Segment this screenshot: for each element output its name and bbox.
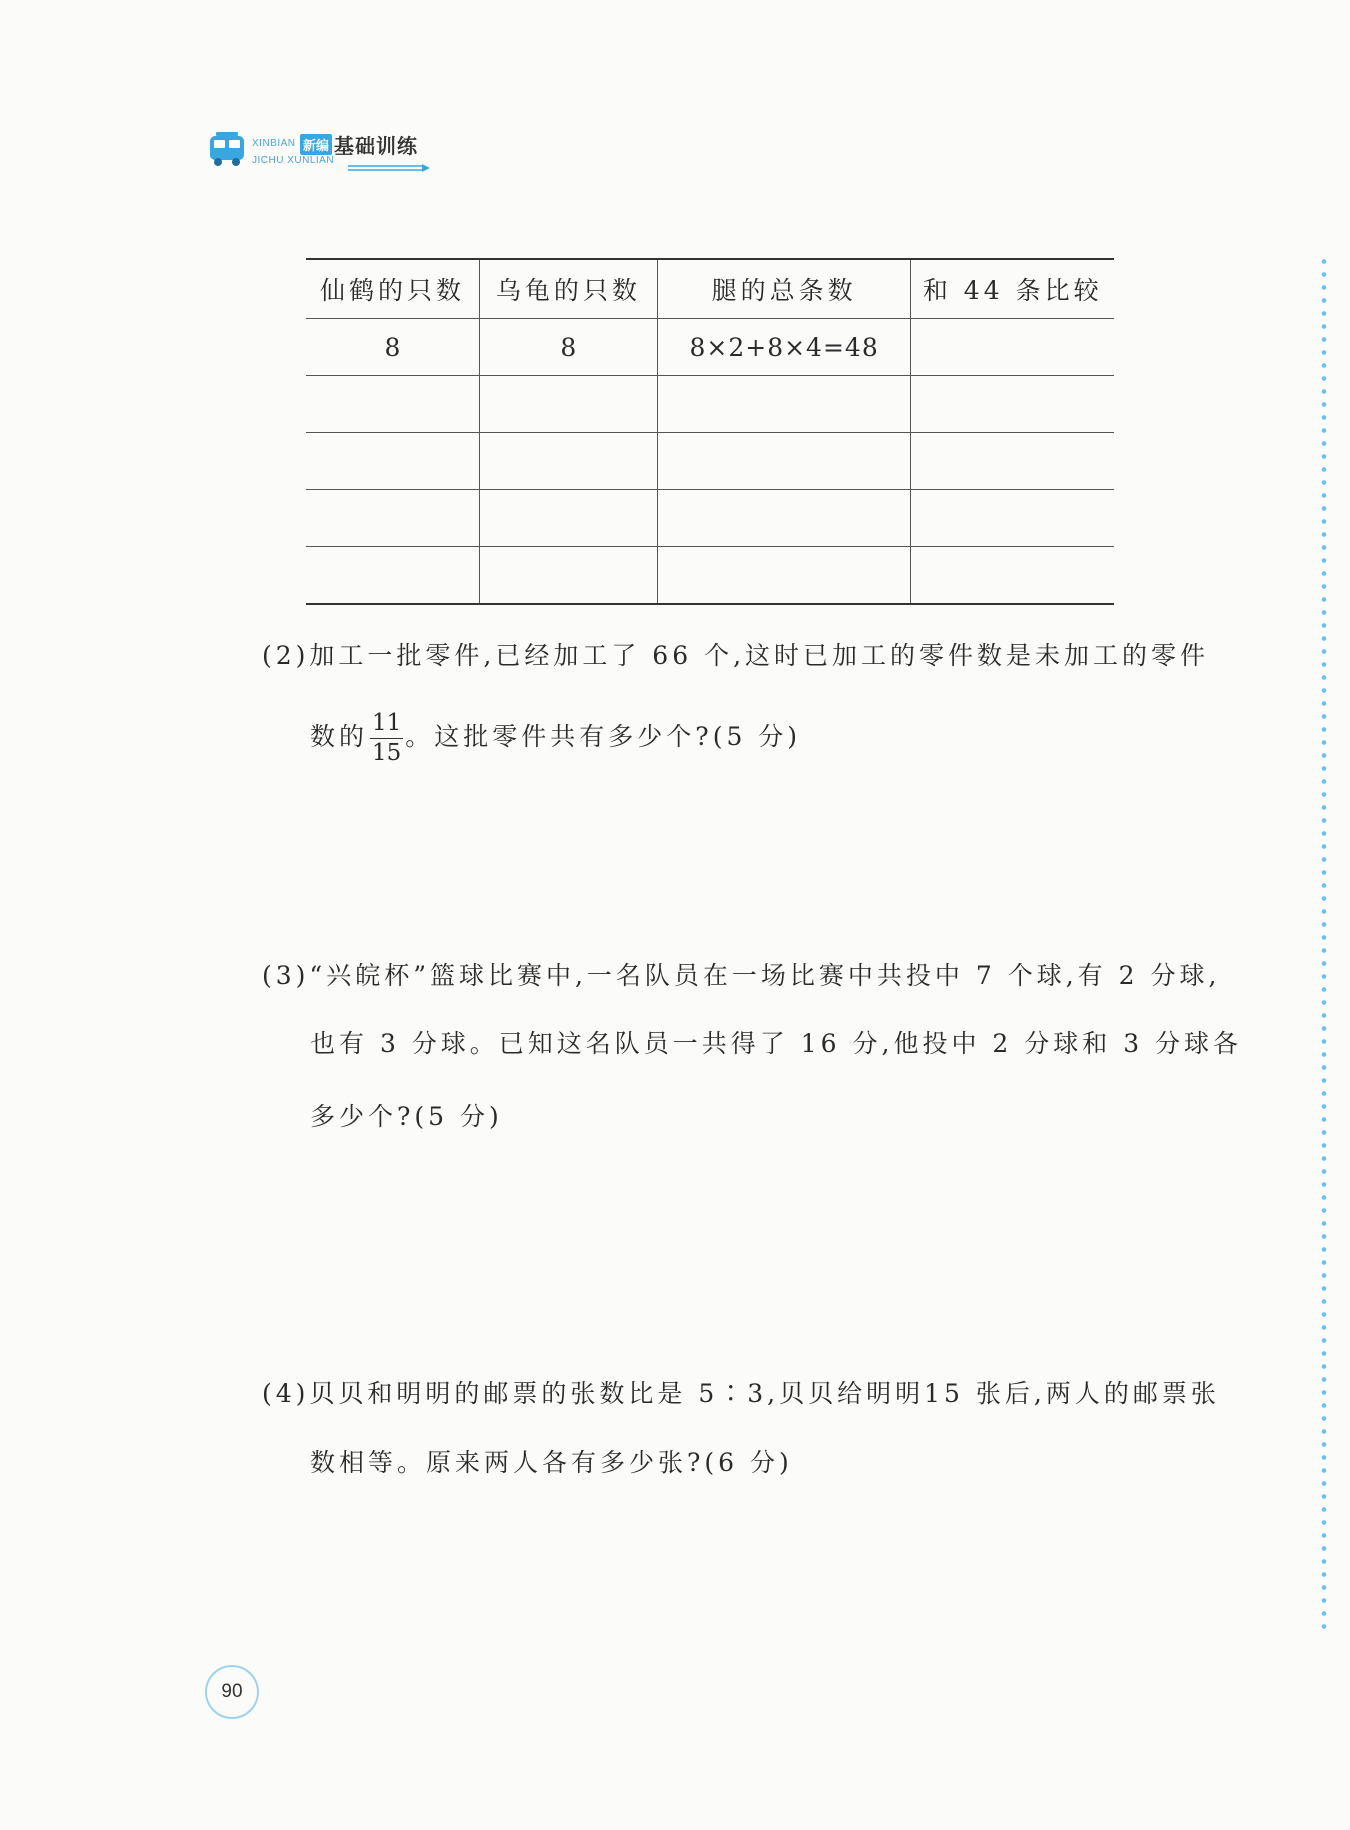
answer-cell[interactable] [657, 490, 911, 547]
question-2-line-1: (2)加工一批零件,已经加工了 66 个,这时已加工的零件数是未加工的零件 [262, 641, 1210, 670]
answer-cell[interactable] [911, 547, 1114, 605]
book-header [208, 128, 438, 174]
header-pinyin-1: XINBIAN [252, 138, 296, 149]
answer-cell[interactable] [657, 547, 911, 605]
fraction-numerator: 11 [370, 712, 403, 739]
question-4-line-2: 数相等。原来两人各有多少张?(6 分) [310, 1448, 793, 1477]
answer-cell[interactable] [911, 490, 1114, 547]
col-header-legs: 腿的总条数 [657, 259, 911, 319]
table-row [306, 376, 1114, 433]
trial-table [306, 258, 1114, 605]
fraction-denominator: 15 [372, 740, 402, 766]
margin-dot-border [1317, 255, 1331, 1630]
arrow-icon [348, 164, 430, 172]
fraction [370, 712, 403, 765]
question-2-line-2 [310, 712, 801, 765]
answer-cell[interactable] [479, 547, 657, 605]
answer-cell[interactable] [306, 490, 479, 547]
table-row [306, 547, 1114, 605]
header-badge: 新编 [300, 134, 332, 155]
col-header-compare: 和 44 条比较 [911, 259, 1114, 319]
col-header-crane: 仙鹤的只数 [306, 259, 479, 319]
answer-cell[interactable] [306, 547, 479, 605]
answer-cell[interactable] [657, 376, 911, 433]
table-row [306, 433, 1114, 490]
answer-cell[interactable] [306, 433, 479, 490]
bus-icon [208, 132, 248, 168]
table-row [306, 490, 1114, 547]
question-3-line-1: (3)“兴皖杯”篮球比赛中,一名队员在一场比赛中共投中 7 个球,有 2 分球, [262, 961, 1221, 990]
question-2-text-after: 。这批零件共有多少个?(5 分) [405, 722, 802, 751]
answer-cell[interactable] [479, 490, 657, 547]
col-header-turtle: 乌龟的只数 [479, 259, 657, 319]
page-number: 90 [205, 1665, 259, 1719]
answer-cell[interactable] [479, 433, 657, 490]
answer-cell[interactable] [306, 376, 479, 433]
answer-cell[interactable] [911, 376, 1114, 433]
question-3-line-2: 也有 3 分球。已知这名队员一共得了 16 分,他投中 2 分球和 3 分球各 [310, 1029, 1243, 1058]
table-row [306, 319, 1114, 376]
header-pinyin-2: JICHU XUNLIAN [252, 155, 335, 166]
table-cell: 8 [479, 319, 657, 376]
question-2-text-before: 数的 [310, 722, 369, 751]
answer-cell[interactable] [911, 433, 1114, 490]
table-header-row [306, 259, 1114, 319]
question-4-line-1: (4)贝贝和明明的邮票的张数比是 5∶3,贝贝给明明15 张后,两人的邮票张 [262, 1379, 1220, 1408]
answer-cell[interactable] [657, 433, 911, 490]
question-3-line-3: 多少个?(5 分) [310, 1102, 503, 1131]
table-cell: 8 [306, 319, 479, 376]
table-cell: 8×2+8×4=48 [657, 319, 911, 376]
answer-cell[interactable] [911, 319, 1114, 376]
header-title: 基础训练 [334, 134, 418, 158]
answer-cell[interactable] [479, 376, 657, 433]
